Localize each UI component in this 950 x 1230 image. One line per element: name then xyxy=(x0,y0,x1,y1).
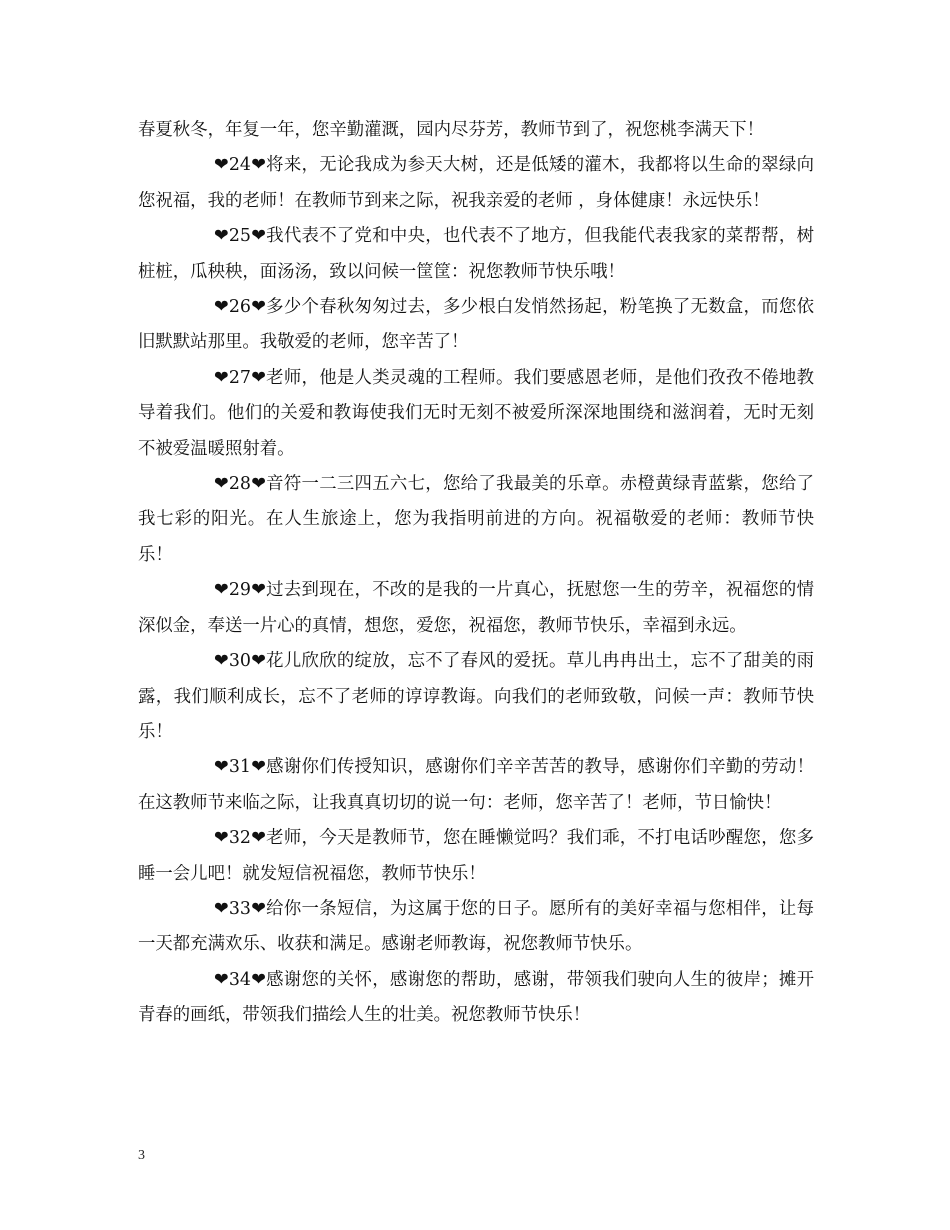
paragraph-continuation: 春夏秋冬，年复一年，您辛勤灌溉，园内尽芬芳，教师节到了，祝您桃李满天下！ xyxy=(138,120,765,140)
page-number: 3 xyxy=(138,1148,145,1163)
paragraph-wish-32: ❤32❤老师，今天是教师节，您在睡懒觉吗？我们乖，不打电话吵醒您，您多睡一会儿吧！就发短信祝福您，教师节快乐！ xyxy=(138,828,814,884)
document-body xyxy=(138,113,814,1034)
paragraph-wish-31: ❤31❤感谢你们传授知识，感谢你们辛辛苦苦的教导，感谢你们辛勤的劳动！在这教师节来临之际，让我真真切切的说一句：老师，您辛苦了！老师，节日愉快！ xyxy=(138,757,814,813)
paragraph-wish-26: ❤26❤多少个春秋匆匆过去，多少根白发悄然扬起，粉笔换了无数盒，而您依旧默默站那里。我敬爱的老师，您辛苦了！ xyxy=(138,297,814,353)
paragraph-wish-24: ❤24❤将来，无论我成为参天大树，还是低矮的灌木，我都将以生命的翠绿向您祝福，我的老师！在教师节到来之际，祝我亲爱的老师 ，身体健康！永远快乐！ xyxy=(138,155,814,211)
paragraph-wish-25: ❤25❤我代表不了党和中央，也代表不了地方，但我能代表我家的菜帮帮，树桩桩，瓜秧秧，面汤汤，致以问候一筐筐：祝您教师节快乐哦！ xyxy=(138,226,814,282)
paragraph-wish-33: ❤33❤给你一条短信，为这属于您的日子。愿所有的美好幸福与您相伴，让每一天都充满欢乐、收获和满足。感谢老师教诲，祝您教师节快乐。 xyxy=(138,898,814,955)
paragraph-wish-30: ❤30❤花儿欣欣的绽放，忘不了春风的爱抚。草儿冉冉出土，忘不了甜美的雨露，我们顺利成长，忘不了老师的谆谆教诲。向我们的老师致敬，问候一声：教师节快乐！ xyxy=(138,651,814,742)
paragraph-wish-27: ❤27❤老师，他是人类灵魂的工程师。我们要感恩老师，是他们孜孜不倦地教导着我们。他们的关爱和教诲使我们无时无刻不被爱所深深地围绕和滋润着，无时无刻不被爱温暖照射着。 xyxy=(138,367,814,459)
paragraph-wish-29: ❤29❤过去到现在，不改的是我的一片真心，抚慰您一生的劳辛，祝福您的情深似金，奉送一片心的真情，想您，爱您，祝福您，教师节快乐，幸福到永远。 xyxy=(138,580,814,636)
paragraph-wish-28: ❤28❤音符一二三四五六七，您给了我最美的乐章。赤橙黄绿青蓝紫，您给了我七彩的阳光。在人生旅途上，您为我指明前进的方向。祝福敬爱的老师：教师节快乐！ xyxy=(138,474,814,565)
paragraph-wish-34: ❤34❤感谢您的关怀，感谢您的帮助，感谢，带领我们驶向人生的彼岸；摊开青春的画纸，带领我们描绘人生的壮美。祝您教师节快乐！ xyxy=(138,969,814,1026)
